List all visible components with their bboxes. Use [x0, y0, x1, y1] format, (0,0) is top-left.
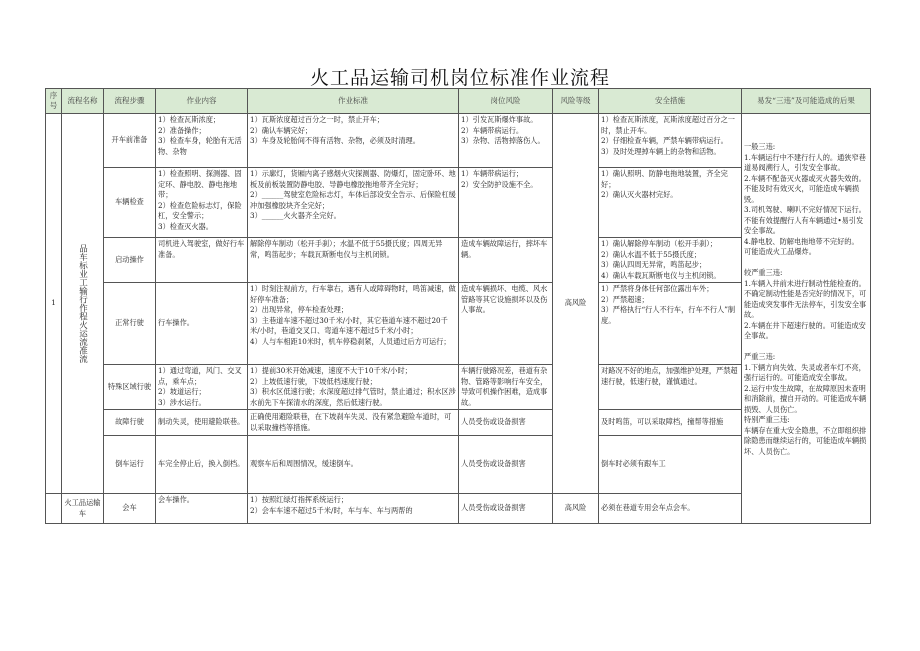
- cell-line: 2.车辆不配备灭火器或灭火器失效的。不能及时有效灭火，可能造成车辆损毁。: [744, 173, 866, 204]
- step-cell: 车辆检查: [104, 168, 156, 238]
- standard-cell: [248, 436, 459, 494]
- cell-line: 1）严禁将身体任何部位露出车外；: [601, 284, 714, 293]
- cell-line: 1）确认解除停车制动（松开手刹）；: [601, 239, 717, 248]
- cell-line: 2）会车车速不超过5千米/时，车与车、车与两帮的: [250, 505, 413, 515]
- cell-line: 3）严格执行“行人不行车，行车不行人”制度。: [601, 305, 736, 325]
- content-cell: [156, 494, 248, 524]
- process-name: 品车标业工输行作程火运流准流: [62, 114, 104, 494]
- measures-cell: [599, 410, 742, 436]
- cell-line: 3）积水区低速行驶；水深度超过排气管时，禁止通过；积水区涉水前先下车探清水的深度，然后低速行驶。: [250, 387, 456, 407]
- cell-line: 解除停车制动（松开手刹）；水温不低于55摄氏度；四周无异常，鸣笛起步；车载瓦斯断电仪与主机闭锁。: [250, 239, 443, 259]
- cell-line: 一般三违:: [744, 142, 776, 151]
- cell-line: 会车操作。: [158, 495, 194, 504]
- cell-line: 2）上坡低速行驶，下坡低档速度行驶；: [250, 376, 377, 386]
- cell-line: 3）主巷道车速不超过30千米/小时，其它巷道车速不超过20千米/小时，巷道交叉口、弯道车速不超过5千米/小时；: [250, 315, 448, 335]
- risk-level-cell-2: 高风险: [553, 494, 599, 524]
- risk-cell: [459, 114, 553, 168]
- cell-line: 2）车辆带病运行。: [461, 125, 524, 135]
- content-cell: [156, 410, 248, 436]
- standard-cell: [248, 238, 459, 283]
- cell-line: 1）提前30米开始减速，速度不大于10千米/小时；: [250, 366, 412, 375]
- header-proc-name: 流程名称: [62, 89, 104, 114]
- cell-line: 可能造成火工品爆炸。: [744, 247, 816, 256]
- header-measures: 安全措施: [599, 89, 742, 114]
- risk-cell: [459, 238, 553, 283]
- measures-cell: [599, 283, 742, 365]
- risk-cell: [459, 410, 553, 436]
- header-standard: 作业标准: [248, 89, 459, 114]
- cell-line: 2）仔细检查车辆，严禁车辆带病运行。: [601, 136, 728, 145]
- cell-line: 对路况不好的地点，加强维护处理，严禁超速行驶，低速行驶，谨慎通过。: [601, 366, 738, 386]
- step-cell: 启动操作: [104, 238, 156, 283]
- row-number: 1: [46, 114, 62, 494]
- measures-cell: [599, 436, 742, 494]
- measures-cell: [599, 238, 742, 283]
- violation-cell: [742, 114, 871, 524]
- cell-line: 1）按照红绿灯指挥系统运行；: [250, 495, 349, 504]
- cell-line: 倒车时必须有跟车工: [601, 459, 666, 469]
- risk-cell: [459, 168, 553, 238]
- cell-line: 4.静电胶、防解电拖地带不完好的。: [744, 236, 859, 246]
- header-no: 序号: [46, 89, 62, 114]
- cell-line: 2）出现异常，停车检查处理；: [250, 305, 349, 314]
- cell-line: 2）严禁超速；: [601, 294, 649, 304]
- cell-line: 2）确认车辆完好；: [250, 125, 313, 135]
- step-cell: 正常行驶: [104, 283, 156, 365]
- cell-line: 人员受伤或设备损害: [461, 503, 526, 513]
- step-cell: 开车前准备: [104, 114, 156, 168]
- step-cell: 特殊区域行驶: [104, 365, 156, 410]
- cell-line: 1）检查瓦斯浓度；: [158, 115, 221, 124]
- risk-cell: [459, 283, 553, 365]
- risk-cell: [459, 365, 553, 410]
- cell-line: [744, 342, 868, 353]
- cell-line: 3）涉水运行。: [158, 397, 206, 407]
- cell-line: 特别严重三违:: [744, 415, 790, 424]
- cell-line: 1.车辆入井前未进行制动性能检查的。不确定制动性能是否完好的情况下，可能造成突发事件无法停车，引发安全事故。: [744, 278, 867, 319]
- cell-line: 必须在巷道专用会车点会车。: [601, 503, 695, 513]
- cell-line: 车辆行驶路况差，巷道有杂物、管路等影响行车安全，导致可机操作困难，造成事故。: [461, 366, 548, 407]
- cell-line: 1）确认照明、防静电拖地装置，齐全完好；: [601, 169, 728, 189]
- cell-line: 1）瓦斯浓度超过百分之一时，禁止开车；: [250, 115, 384, 124]
- cell-line: 人员受伤或设备损害: [461, 459, 526, 469]
- cell-line: 2.运行中发生故障，在故障原因未查明和消除前，擅自开动的。可能造成车辆损毁、人员伤亡。: [744, 383, 867, 414]
- cell-line: 2）检查危险标志灯，保险杠，安全警示；: [158, 200, 242, 220]
- header-violation: 易发“三违”及可能造成的后果: [742, 89, 871, 114]
- content-cell: [156, 114, 248, 168]
- header-step: 流程步骤: [104, 89, 156, 114]
- cell-line: 造成车辆损坏、电缆、风水管路等其它设施损坏以及伤人事故。: [461, 284, 548, 314]
- cell-line: 造成车辆故障运行，摔坏车辆。: [461, 239, 548, 259]
- cell-line: 1）时刻注视前方，行车靠右，遇有人或障碍物时，鸣笛减速，做好停车准备；: [250, 284, 456, 304]
- standard-cell: [248, 114, 459, 168]
- cell-line: 2）安全防护设施不全。: [461, 179, 538, 189]
- cell-line: 车辆存在重大安全隐患，不立即组织排除隐患而继续运行的，可能造成车辆损坏、人员伤亡。: [744, 425, 867, 456]
- content-cell: [156, 238, 248, 283]
- cell-line: 制动失灵，使用避险联巷。: [158, 417, 245, 427]
- cell-line: 3）确认四周无异常，鸣笛起步；: [601, 260, 707, 269]
- cell-line: 1）检查瓦斯浓度，瓦斯浓度超过百分之一时，禁止开车。: [601, 115, 735, 135]
- cell-line: 观察车后和周围情况，缓速倒车。: [250, 459, 358, 469]
- risk-level-cell: 高风险: [553, 114, 599, 494]
- cell-line: 行车操作。: [158, 318, 194, 328]
- cell-line: 3）车身及轮胎间不得有活物、杂物，必须及时清理。: [250, 136, 420, 145]
- cell-line: 3.司机驾驶、喇叭不完好情况下运行。不能有效提醒行人有车辆通过•易引发安全事故。: [744, 205, 866, 235]
- step-cell: 故障行驶: [104, 410, 156, 436]
- sop-table: [45, 88, 871, 524]
- cell-line: 1）引发瓦斯爆炸事故。: [461, 115, 538, 124]
- cell-line: 1）通过弯道，风门、交叉点，乘车点；: [158, 366, 242, 386]
- row-number-blank: [46, 494, 62, 524]
- cell-line: 4）确认车载瓦斯断电仪与主机闭锁。: [601, 270, 721, 280]
- cell-line: 司机进入驾驶室，做好行车准备。: [158, 239, 245, 259]
- content-cell: [156, 283, 248, 365]
- risk-cell: [459, 436, 553, 494]
- cell-line: 严重三违:: [744, 352, 776, 361]
- step-cell: 会车: [104, 494, 156, 524]
- cell-line: [744, 258, 868, 269]
- header-risk-level: 风险等级: [553, 89, 599, 114]
- measures-cell: [599, 114, 742, 168]
- cell-line: 1）检查照明、探测器、固定环、静电胶、静电拖地带；: [158, 169, 242, 199]
- cell-line: 4）人与车相距10米时，机车停稳刹紧，人员通过后方可运行；: [250, 336, 451, 346]
- cell-line: 3）检查灭火器。: [158, 221, 213, 231]
- standard-cell: [248, 494, 459, 524]
- cell-line: 及时鸣笛，可以采取障档，撞帮等措施: [601, 417, 724, 427]
- cell-line: 3）及时处理掉车辆上的杂物和活物。: [601, 146, 721, 156]
- measures-cell: [599, 365, 742, 410]
- cell-line: 1.车辆运行中不建行行人的。通狭窄巷道易阀溯行人，引发安全事故。: [744, 152, 866, 172]
- cell-line: 人员受伤或设备损害: [461, 417, 526, 427]
- cell-line: 2）准备操作；: [158, 125, 206, 135]
- risk-cell: [459, 494, 553, 524]
- cell-line: 2）坡道运行；: [158, 387, 206, 396]
- cell-line: 3）检查车身，轮胎有无活物、杂物: [158, 136, 242, 156]
- content-cell: [156, 365, 248, 410]
- measures-cell: [599, 168, 742, 238]
- cell-line: 3）______火火器齐全完好。: [250, 211, 341, 220]
- cell-line: 2）确认水温不低于55摄氏度；: [601, 249, 701, 259]
- cell-line: 1.下辆方向失效、失灵或者车灯不亮，强行运行的。可能造成安全事故。: [744, 362, 866, 382]
- page-title: 火工品运输司机岗位标准作业流程: [309, 67, 610, 89]
- cell-line: 3）杂物、活物掉落伤人。: [461, 136, 545, 145]
- standard-cell: [248, 168, 459, 238]
- standard-cell: [248, 410, 459, 436]
- measures-cell: [599, 494, 742, 524]
- cell-line: 正确使用避险联巷，在下坡刹车失灵、没有紧急避险车道时，可以采取撞档等措施。: [250, 412, 452, 432]
- cell-line: 2）确认灭火器材完好。: [601, 190, 678, 199]
- cell-line: 1）示廓灯，货厢内离子感烟火灾探测器、防爆灯，固定卧环、地板及前板装置防静电胶、导静电橡胶拖地带齐全完好；: [250, 169, 456, 189]
- content-cell: [156, 436, 248, 494]
- content-cell: [156, 168, 248, 238]
- standard-cell: [248, 365, 459, 410]
- cell-line: 车完全停止后，换入倒档。: [158, 459, 245, 469]
- cell-line: 2.车辆在井下超速行驶的。可能造成安全事故。: [744, 320, 866, 340]
- standard-cell: [248, 283, 459, 365]
- table-header-row: [46, 89, 871, 114]
- cell-line: 较严重三违:: [744, 268, 783, 277]
- process-name-2: 火工品运输车: [62, 494, 104, 524]
- header-risk: 岗位风险: [459, 89, 553, 114]
- cell-line: 1）车辆带病运行；: [461, 169, 524, 178]
- step-cell: 倒车运行: [104, 436, 156, 494]
- header-content: 作业内容: [156, 89, 248, 114]
- cell-line: 2）______驾驶室危险标志灯，车体后部设安全告示、后保险杠缓冲加强橡胶块齐全完好；: [250, 190, 456, 210]
- table-row: [46, 114, 871, 168]
